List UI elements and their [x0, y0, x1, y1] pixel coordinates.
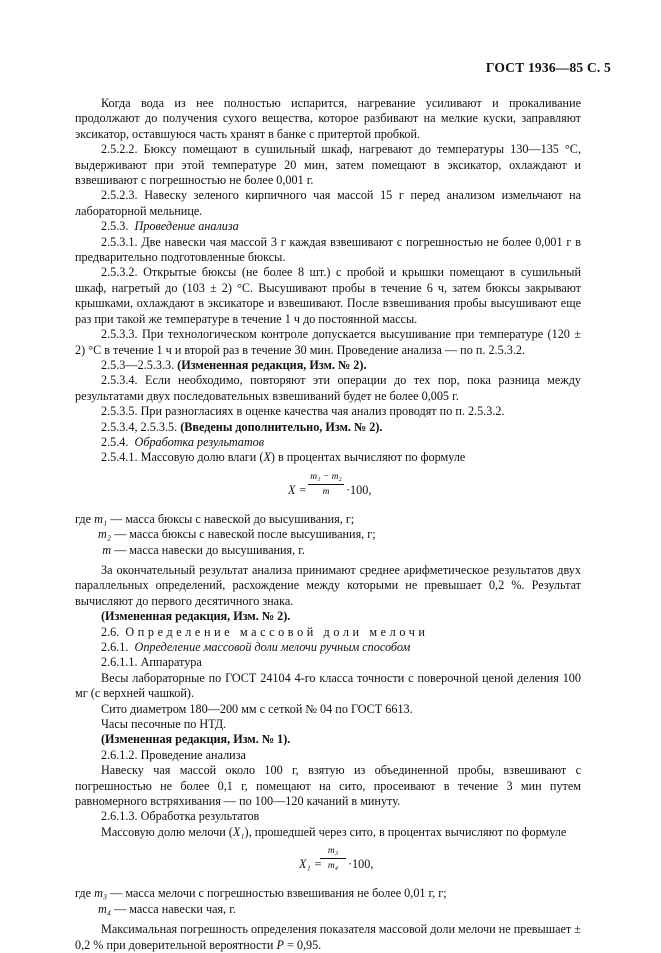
formula-lhs: X =: [288, 482, 307, 497]
paragraph: 2.5.2.3. Навеску зеленого кирпичного чая массой 15 г перед анализом измельчают на лабораторной мельнице.: [75, 188, 581, 218]
section-number: 2.5.3.: [101, 219, 129, 234]
clause-range: 2.5.3—2.5.3.3.: [101, 357, 175, 372]
amendment-note: (Измененная редакция, Изм. № 2).: [101, 609, 291, 624]
symbol: m₄: [97, 901, 111, 916]
section-title: Проведение анализа: [134, 219, 239, 234]
symbol: m₂: [97, 527, 111, 542]
variable: X: [263, 450, 271, 465]
section-title: Обработка результатов: [134, 434, 265, 449]
section-number: 2.6.1.: [101, 640, 129, 654]
formula-numerator: m₁ − m₂: [310, 471, 342, 482]
document-body: [75, 96, 581, 953]
paragraph: 2.5.3.4. Если необходимо, повторяют эти операции до тех пор, пока разница между результатами двух последовательных взвешиваний будет не более 0,005 г.: [75, 373, 581, 403]
paragraph: 2.5.3.2. Открытые бюксы (не более 8 шт.) с пробой и крышки помещают в сушильный шкаф, нагретый до (103 ± 2) °С. Высушивают пробы в течение 6 ч, затем бюксы закрывают крышками, охлаждают в эксикаторе и взвешивают. После взвешивания пробы высушивают еще раз при такой же температуре в течение 1 ч до постоянной массы.: [75, 265, 581, 326]
subsection-heading: 2.6.1.3. Обработка результатов: [101, 809, 260, 824]
definition-item: [75, 543, 581, 558]
formula-moisture: [75, 470, 581, 510]
definition-text: — масса навески до высушивания, г.: [114, 542, 305, 557]
page-header: ГОСТ 1936—85 С. 5: [485, 60, 611, 75]
paragraph: Часы песочные по НТД.: [101, 717, 227, 732]
text-run: ), прошедшей через сито, в процентах вычисляют по формуле: [244, 824, 567, 839]
paragraph: 2.5.3.1. Две навески чая массой 3 г каждая взвешивают с погрешностью не более 0,001 г в предварительно подготовленные бюксы.: [75, 234, 581, 265]
formula-fraction: [307, 470, 345, 499]
definition-item: [75, 512, 581, 527]
section-heading: [75, 640, 581, 655]
where-word: где: [75, 886, 92, 901]
section-number: 2.6.: [101, 624, 120, 639]
subsection-heading: 2.6.1.1. Аппаратура: [101, 655, 202, 670]
definitions-list: [75, 886, 581, 917]
text-run: = 0,95.: [283, 937, 322, 952]
paragraph: [75, 825, 581, 840]
symbol: m: [102, 542, 111, 557]
amendment-text: (Измененная редакция, Изм. № 2).: [177, 357, 367, 372]
definition-text: — масса мелочи с погрешностью взвешивания не более 0,01 г, г;: [110, 886, 447, 901]
section-title: Определение массовой доли мелочи: [125, 624, 429, 639]
paragraph: [75, 922, 581, 953]
amendment-text: (Введены дополнительно, Изм. № 2).: [180, 419, 383, 434]
formula-lhs: X₁ =: [299, 857, 322, 872]
text-run: ) в процентах вычисляют по формуле: [270, 450, 466, 465]
definition-item: [75, 886, 581, 901]
paragraph: За окончательный результат анализа принимают среднее арифметическое результатов двух параллельных определений, расхождение между которыми не превышает 0,2 %. Результат вычисляют до первого десятичного знака.: [75, 562, 581, 608]
definition-item: [75, 902, 581, 917]
paragraph: Навеску чая массой около 100 г, взятую из объединенной пробы, взвешивают с погрешностью не более 0,1 г, помещают на сито, просеивают в течение 3 мин путем равномерного встряхивания — по 100—120 качаний в минуту.: [75, 763, 581, 809]
definition-text: — масса бюксы с навеской до высушивания, г;: [110, 511, 355, 526]
paragraph: 2.5.3.5. При разногласиях в оценке качества чая анализ проводят по п. 2.5.3.2.: [101, 404, 505, 419]
formula-fraction: [319, 844, 347, 873]
clause-range: 2.5.3.4, 2.5.3.5.: [101, 419, 178, 434]
variable: X₁: [232, 824, 245, 839]
amendment-note: [75, 358, 581, 373]
formula-denominator: m₄: [327, 861, 339, 872]
formula-numerator: m₃: [327, 846, 339, 857]
subsection-heading: 2.6.1.2. Проведение анализа: [101, 747, 246, 762]
variable: P: [276, 937, 284, 952]
section-number: 2.5.4.: [101, 434, 129, 449]
amendment-note: [75, 420, 581, 435]
paragraph: Сито диаметром 180—200 мм с сеткой № 04 по ГОСТ 6613.: [101, 701, 413, 716]
definition-text: — масса навески чая, г.: [114, 901, 236, 916]
text-run: Максимальная погрешность определения показателя массовой доли мелочи не превышает ± 0,2 % при доверительной вероятности: [75, 922, 581, 952]
definitions-list: [75, 512, 581, 558]
symbol: m₁: [94, 511, 108, 526]
paragraph: 2.5.3.3. При технологическом контроле допускается высушивание при температуре (120 ± 2) °С в течение 1 ч и второй раз в течение 30 мин. Проведение анализа — по п. 2.5.3.2.: [75, 327, 581, 357]
section-heading: [75, 435, 581, 450]
text-run: Массовую долю мелочи (: [101, 824, 233, 839]
formula-fines: [75, 844, 581, 884]
paragraph: Когда вода из нее полностью испарится, нагревание усиливают и прокаливание продолжают до получения сухого вещества, которое разбивают на мелкие куски, заправляют эксикатор, оставшуюся часть хранят в банке с притертой пробкой.: [75, 96, 581, 141]
text-run: 2.5.4.1. Массовую долю влаги (: [101, 450, 264, 465]
formula-rest: ·100,: [348, 857, 374, 872]
formula-rest: ·100,: [346, 482, 372, 497]
formula-denominator: m: [322, 486, 330, 497]
paragraph: [75, 450, 581, 465]
section-heading: [75, 219, 581, 234]
paragraph: Весы лабораторные по ГОСТ 24104 4-го класса точности с поверочной ценой деления 100 мг (с верхней чашкой).: [75, 670, 581, 701]
where-word: где: [75, 511, 92, 526]
symbol: m₃: [94, 886, 108, 901]
definition-text: — масса бюксы с навеской после высушивания, г;: [114, 527, 376, 542]
section-title: Определение массовой доли мелочи ручным способом: [134, 640, 411, 654]
section-heading: [75, 625, 581, 640]
definition-item: [75, 527, 581, 542]
paragraph: 2.5.2.2. Бюксу помещают в сушильный шкаф, нагревают до температуры 130—135 °С, выдерживают при этой температуре 20 мин, затем помещают в эксикатор, охлаждают и взвешивают с погрешностью не более 0,001 г.: [75, 142, 581, 188]
amendment-note: (Измененная редакция, Изм. № 1).: [101, 732, 291, 747]
